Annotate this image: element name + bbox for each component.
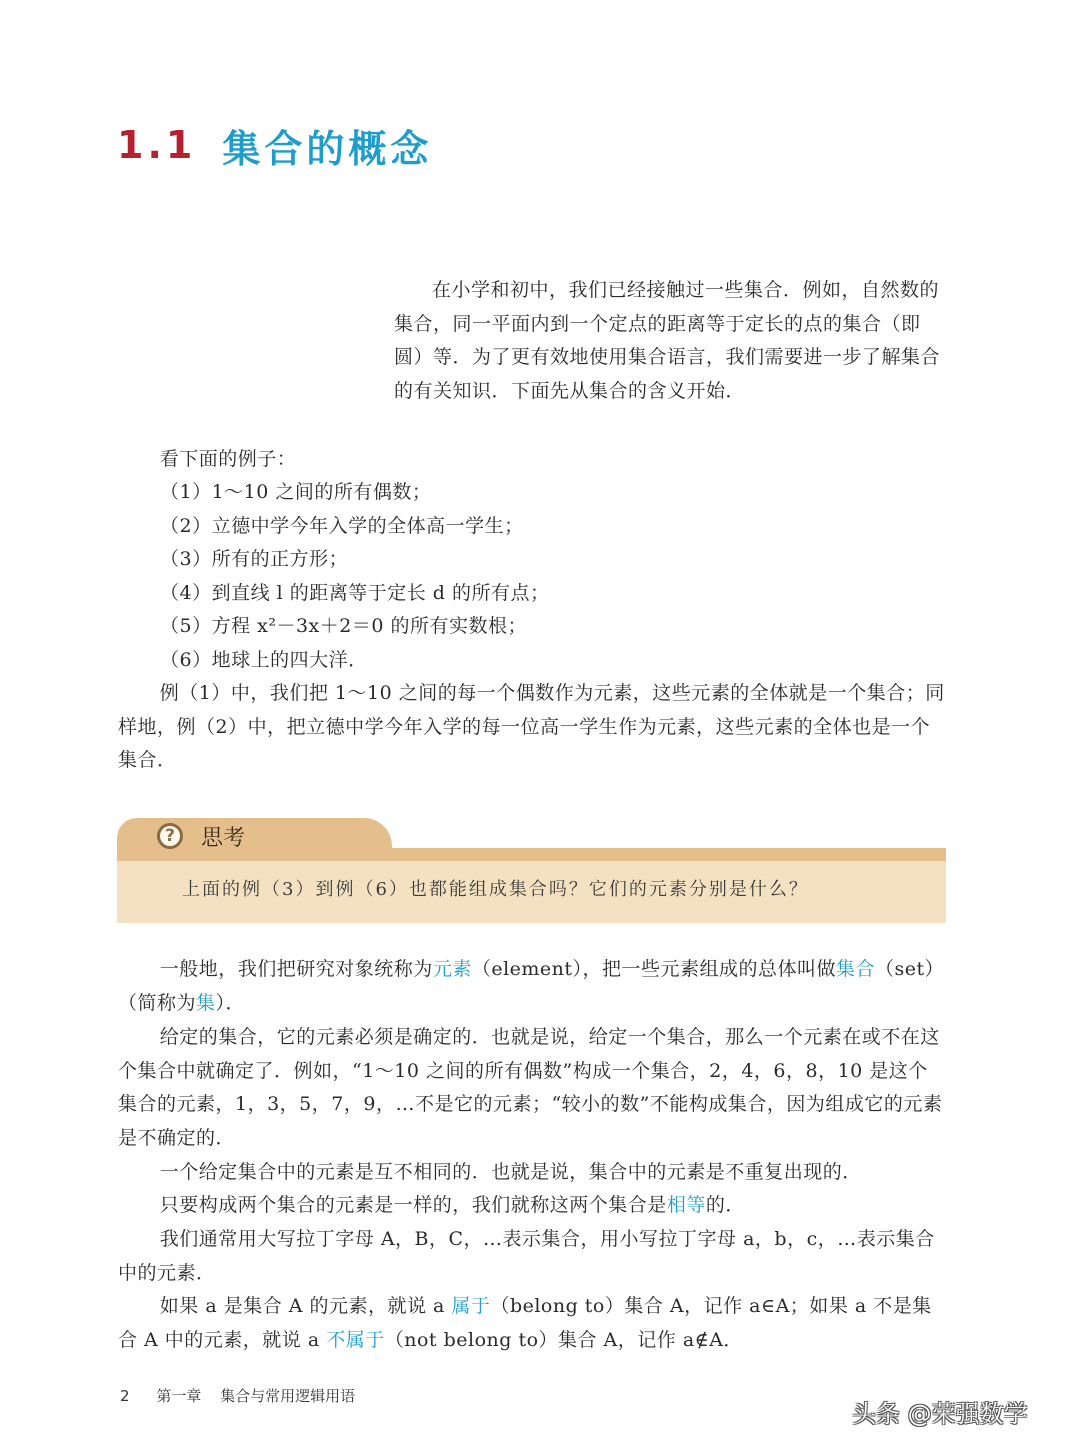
examples-heading: 看下面的例子： [159,448,297,470]
think-title: 思考 [201,826,246,851]
notation-paragraph: 我们通常用大写拉丁字母 A，B，C，…表示集合，用小写拉丁字母 a，b，c，…表示集合中的元素． [118,1228,935,1284]
chapter-title: 集合与常用逻辑用语 [220,1387,356,1405]
text: 如果 a 是集合 A 的元素，就说 a [159,1295,452,1317]
text: （not belong to）集合 A，记作 a∉A． [384,1328,743,1351]
page-number: 2 [120,1387,130,1405]
think-box [117,818,946,923]
text: （set）（简称为 [118,958,945,1014]
example-item: （4）到直线 l 的距离等于定长 d 的所有点； [160,581,550,604]
think-question: 上面的例（3）到例（6）也都能组成集合吗？它们的元素分别是什么？ [182,879,809,900]
section-heading: 集合的概念 [222,126,433,171]
text: 一般地，我们把研究对象统称为 [159,958,433,980]
term-element: 元素 [432,958,472,980]
intro-paragraph: 在小学和初中，我们已经接触过一些集合．例如，自然数的集合，同一平面内到一个定点的距离等于定长的点的集合（即圆）等．为了更有效地使用集合语言，我们需要进一步了解集合的有关知识．下面先从集合的含义开始． [394,279,941,402]
example-explanation: 例（1）中，我们把 1～10 之间的每一个偶数作为元素，这些元素的全体就是一个集合；同样地，例（2）中，把立德中学今年入学的每一位高一学生作为元素，这些元素的全体也是一个集合． [118,682,945,771]
text: （element），把一些元素组成的总体叫做 [471,958,837,980]
example-item: （6）地球上的四大洋． [160,648,368,671]
page-footer [120,1385,355,1406]
example-item: （2）立德中学今年入学的全体高一学生； [160,514,524,537]
term-set: 集合 [836,958,876,980]
determinate-paragraph: 给定的集合，它的元素必须是确定的．也就是说，给定一个集合，那么一个元素在或不在这个集合中就确定了．例如，“1～10 之间的所有偶数”构成一个集合，2，4，6，8，10 是这个集合的元素，1，3，5，7，9，…不是它的元素；“较小的数”不能构成集合，因为组成它的元素是不确定的． [118,1026,943,1149]
definition-paragraph [118,953,946,1020]
text: （belong to）集合 A，记作 a∈A；如果 a 不是集合 A 中的元素，就说 a [118,1295,932,1351]
text: 的． [705,1194,745,1216]
term-not-belong: 不属于 [326,1328,385,1351]
watermark: 头条 @荣强数学 [852,1400,1028,1428]
question-mark-icon: ? [157,823,183,849]
example-item: （5）方程 x²－3x＋2＝0 的所有实数根； [160,615,527,637]
belong-paragraph [118,1290,946,1357]
examples-list [160,476,550,677]
text: 只要构成两个集合的元素是一样的，我们就称这两个集合是 [159,1194,667,1216]
distinct-paragraph: 一个给定集合中的元素是互不相同的．也就是说，集合中的元素是不重复出现的． [159,1161,862,1183]
section-title [117,120,432,170]
chapter-label: 第一章 [156,1387,202,1405]
example-item: （3）所有的正方形； [160,548,349,570]
section-number: 1.1 [117,123,197,167]
term-equal: 相等 [666,1194,706,1216]
term-belong: 属于 [451,1295,491,1317]
example-item: （1）1～10 之间的所有偶数； [160,481,432,503]
text: ）． [215,991,246,1014]
equal-paragraph [118,1189,946,1223]
term-set-short: 集 [196,991,216,1014]
